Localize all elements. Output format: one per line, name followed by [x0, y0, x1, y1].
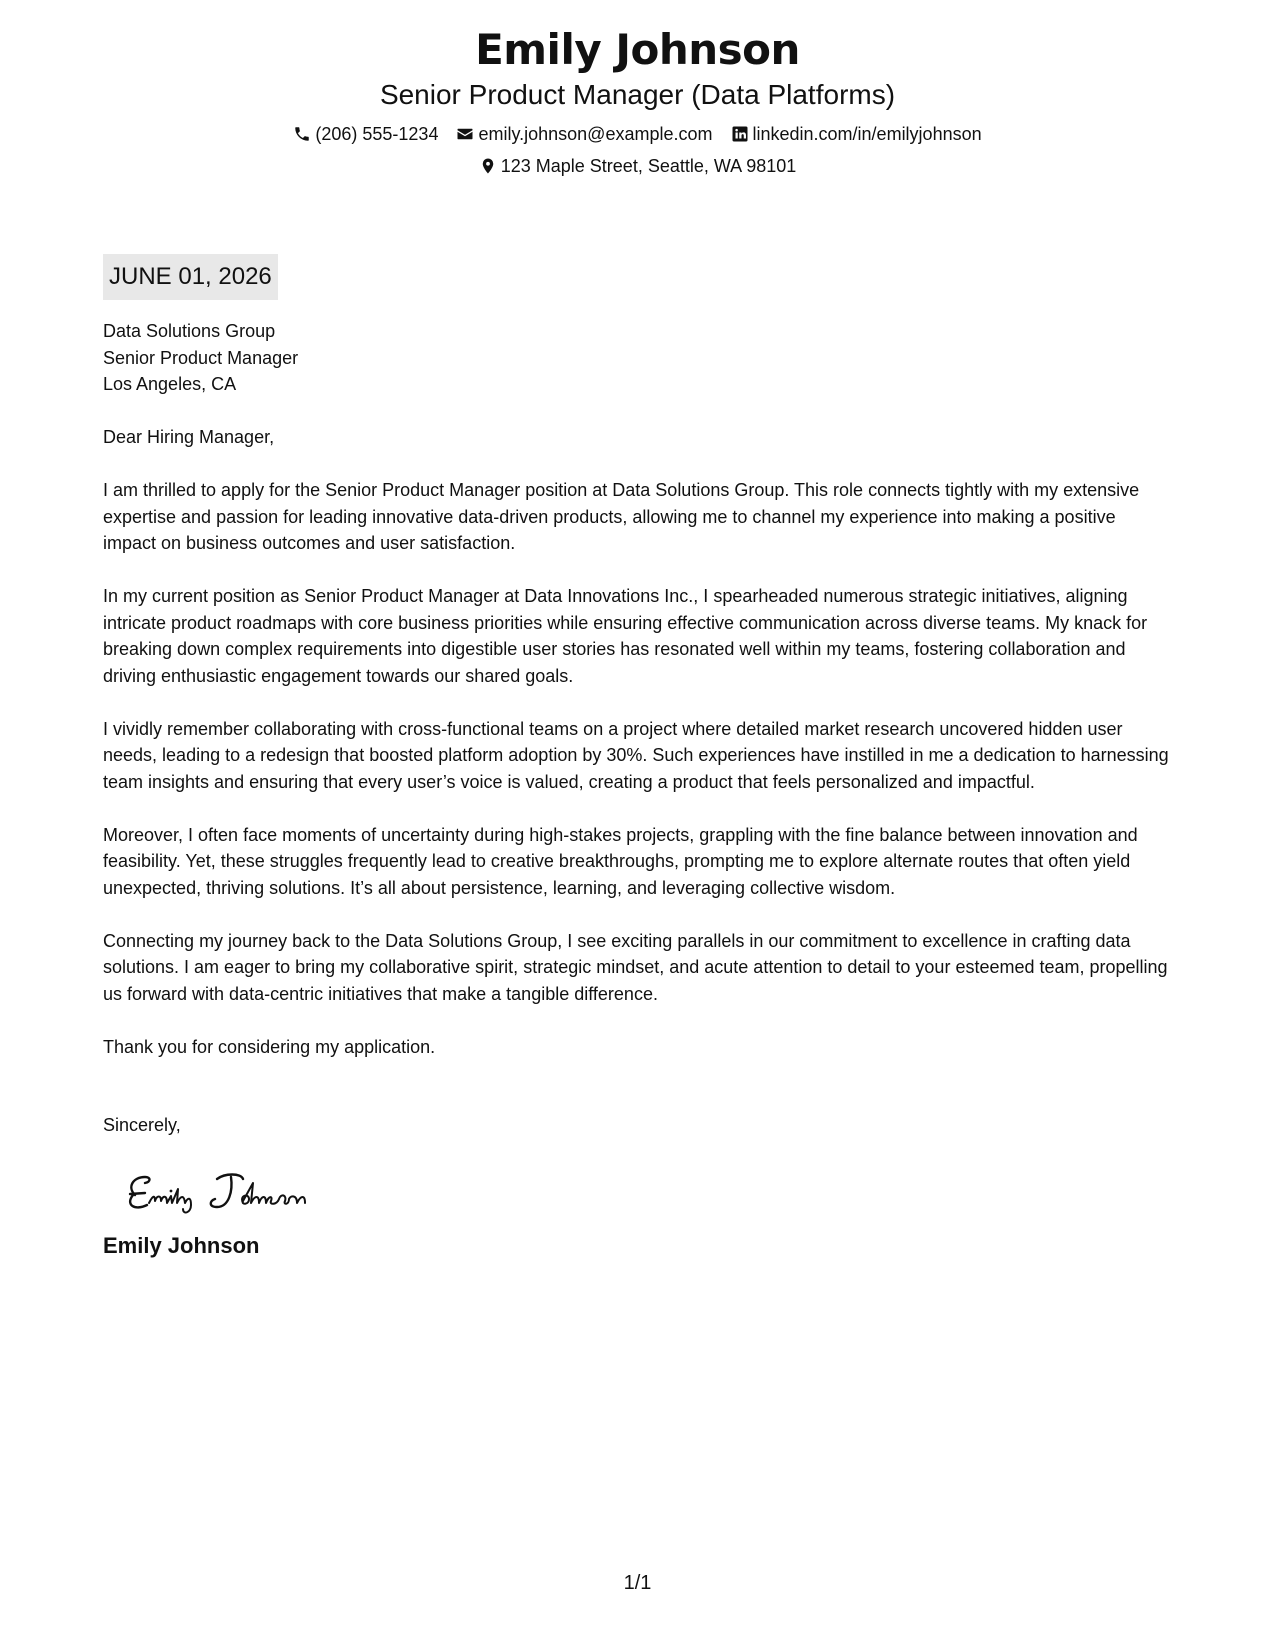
address-item	[479, 154, 797, 178]
body-paragraph: I am thrilled to apply for the Senior Product Manager position at Data Solutions Group. This role connects tightly with my extensive expertise and passion for leading innovative data-driven products, allowing me to channel my experience into making a positive impact on business outcomes and user satisfaction.	[103, 480, 1140, 553]
signed-name: Emily Johnson	[103, 1232, 260, 1258]
closing: Sincerely,	[103, 1115, 181, 1135]
page-number: 1/1	[623, 1572, 652, 1594]
map-pin-icon	[479, 157, 497, 175]
body-paragraph: Moreover, I often face moments of uncertainty during high-stakes projects, grappling with the fine balance between innovation and feasibility. Yet, these struggles frequently lead to creative breakthroughs, prompting me to explore alternate routes that often yield unexpected, thriving solutions. It’s all about persistence, learning, and leveraging collective wisdom.	[103, 824, 1138, 898]
linkedin-text[interactable]: linkedin.com/in/emilyjohnson	[752, 124, 982, 144]
signature-image	[121, 1165, 351, 1217]
contact-phone	[293, 122, 438, 146]
body-paragraph: In my current position as Senior Product Manager at Data Innovations Inc., I spearheaded numerous strategic initiatives, aligning intricate product roadmaps with core business priorities while ensuring effective communication across diverse teams. My knack for breaking down complex requirements into digestible user stories has resonated well within my teams, fostering collaboration and driving enthusiastic engagement towards our shared goals.	[103, 586, 1148, 686]
contact-email[interactable]	[456, 122, 712, 146]
linkedin-icon	[731, 125, 749, 143]
body-paragraph: I vividly remember collaborating with cross-functional teams on a project where detailed market research uncovered hidden user needs, leading to a redesign that boosted platform adoption by 30%. Such experiences have instilled in me a dedication to harnessing team insights and ensuring that every user’s voice is valued, creating a product that feels personalized and impactful.	[103, 718, 1169, 792]
thanks-line: Thank you for considering my application.	[103, 1036, 436, 1057]
address-text: 123 Maple Street, Seattle, WA 98101	[500, 156, 797, 176]
greeting: Dear Hiring Manager,	[103, 427, 275, 447]
applicant-title: Senior Product Manager (Data Platforms)	[379, 79, 896, 110]
contact-address	[0, 154, 1275, 178]
letter-header	[0, 0, 1275, 178]
letter-date: JUNE 01, 2026	[103, 254, 278, 300]
recipient-location: Los Angeles, CA	[103, 374, 237, 394]
contact-row	[0, 122, 1275, 146]
body-paragraph: Connecting my journey back to the Data Solutions Group, I see exciting parallels in our commitment to excellence in crafting data solutions. I am eager to bring my collaborative spirit, strategic mindset, and acute attention to detail to your esteemed team, propelling us forward with data-centric initiatives that make a tangible difference.	[103, 930, 1168, 1004]
recipient-position: Senior Product Manager	[103, 347, 299, 368]
envelope-icon	[456, 125, 474, 143]
email-text[interactable]: emily.johnson@example.com	[478, 124, 713, 144]
recipient-company: Data Solutions Group	[103, 321, 276, 341]
contact-linkedin[interactable]	[731, 122, 982, 146]
applicant-name: Emily Johnson	[475, 25, 800, 74]
letter-body	[103, 254, 1173, 1260]
phone-icon	[293, 125, 311, 143]
recipient-block	[103, 318, 1173, 398]
phone-text: (206) 555-1234	[315, 124, 439, 144]
